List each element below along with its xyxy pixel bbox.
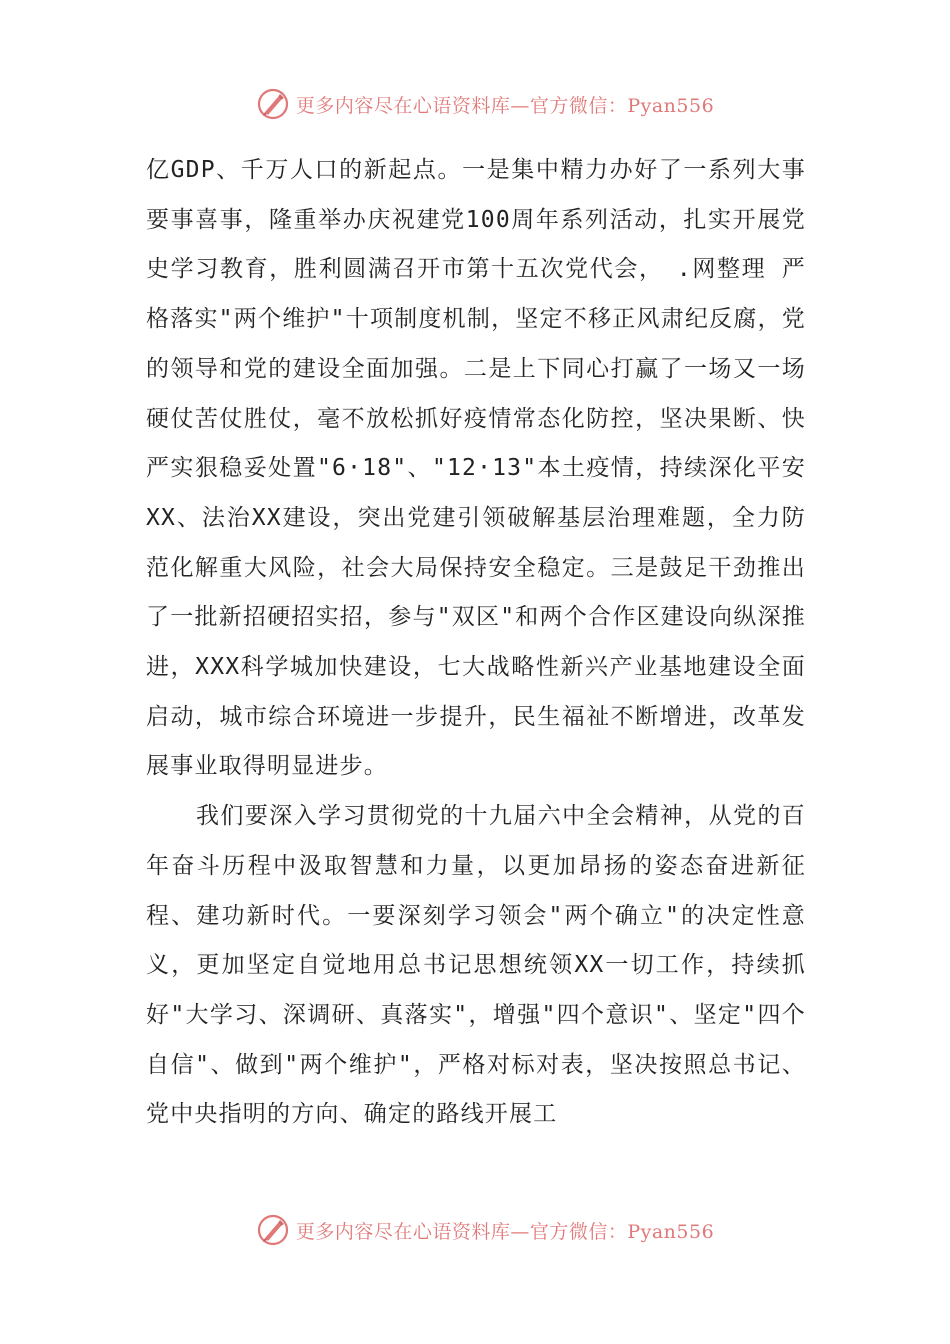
footer-watermark — [0, 1210, 950, 1250]
pen-logo-icon — [256, 1213, 290, 1247]
document-body — [146, 146, 806, 1140]
pen-logo-icon — [256, 87, 290, 121]
paragraph-1: 亿GDP、千万人口的新起点。一是集中精力办好了一系列大事要事喜事，隆重举办庆祝建党100周年系列活动，扎实开展党史学习教育，胜利圆满召开市第十五次党代会， .网整理 严格落实"两个维护"十项制度机制，坚定不移正风肃纪反腐，党的领导和党的建设全面加强。二是上下同心打赢了一场又一场硬仗苦仗胜仗，毫不放松抓好疫情常态化防控，坚决果断、快严实狠稳妥处置"6·18"、"12·13"本土疫情，持续深化平安XX、法治XX建设，突出党建引领破解基层治理难题，全力防范化解重大风险，社会大局保持安全稳定。三是鼓足干劲推出了一批新招硬招实招，参与"双区"和两个合作区建设向纵深推进，XXX科学城加快建设，七大战略性新兴产业基地建设全面启动，城市综合环境进一步提升，民生福祉不断增进，改革发展事业取得明显进步。 — [146, 157, 806, 780]
paragraph-2: 我们要深入学习贯彻党的十九届六中全会精神，从党的百年奋斗历程中汲取智慧和力量，以更加昂扬的姿态奋进新征程、建功新时代。一要深刻学习领会"两个确立"的决定性意义，更加坚定自觉地用总书记思想统领XX一切工作，持续抓好"大学习、深调研、真落实"，增强"四个意识"、坚定"四个自信"、做到"两个维护"，严格对标对表，坚决按照总书记、党中央指明的方向、确定的路线开展工 — [146, 803, 806, 1128]
header-watermark — [0, 84, 950, 124]
watermark-text: 更多内容尽在心语资料库—官方微信：Pyan556 — [295, 1220, 715, 1243]
watermark-group — [256, 1213, 714, 1247]
watermark-group — [256, 87, 714, 121]
watermark-text: 更多内容尽在心语资料库—官方微信：Pyan556 — [295, 94, 715, 117]
